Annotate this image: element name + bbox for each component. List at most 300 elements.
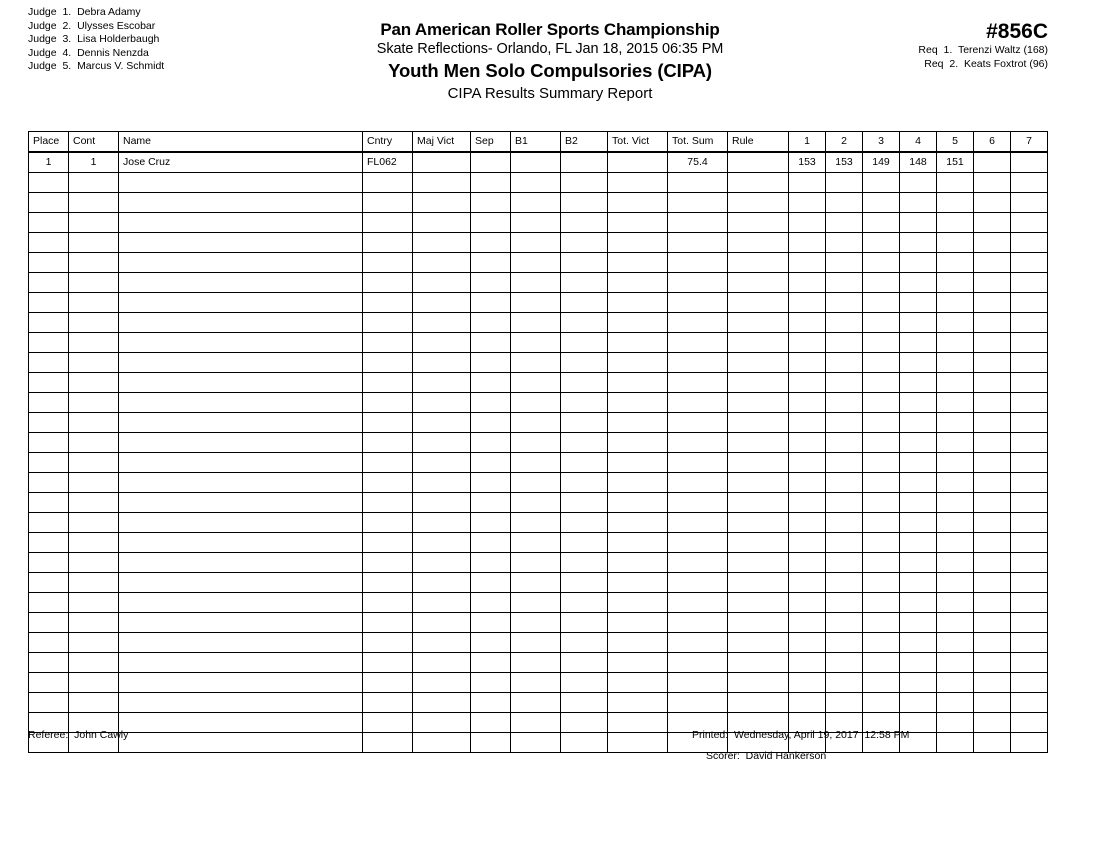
- cell-empty: [29, 313, 69, 333]
- cell-empty: [511, 373, 561, 393]
- cell-b1: [511, 152, 561, 173]
- cell-empty: [119, 633, 363, 653]
- judge-number: 1.: [62, 6, 72, 18]
- cell-empty: [413, 533, 471, 553]
- cell-empty: [608, 553, 668, 573]
- cell-empty: [471, 173, 511, 193]
- cell-empty: [119, 373, 363, 393]
- cell-empty: [608, 253, 668, 273]
- cell-empty: [471, 273, 511, 293]
- cell-tot-sum: 75.4: [668, 152, 728, 173]
- cell-empty: [608, 293, 668, 313]
- cell-judge-score: 151: [937, 152, 974, 173]
- cell-empty: [608, 533, 668, 553]
- cell-empty: [561, 273, 608, 293]
- cell-rule: [728, 152, 789, 173]
- cell-empty: [511, 693, 561, 713]
- judge-label: Judge: [28, 46, 57, 59]
- cell-empty: [511, 733, 561, 753]
- cell-empty: [863, 613, 900, 633]
- cell-empty: [789, 373, 826, 393]
- cell-empty: [826, 453, 863, 473]
- cell-empty: [863, 533, 900, 553]
- cell-empty: [826, 613, 863, 633]
- cell-empty: [974, 233, 1011, 253]
- report-subtitle: CIPA Results Summary Report: [447, 85, 653, 102]
- cell-empty: [900, 593, 937, 613]
- column-header: 5: [937, 132, 974, 153]
- cell-empty: [728, 693, 789, 713]
- cell-empty: [974, 693, 1011, 713]
- table-row-empty: [29, 613, 1048, 633]
- cell-empty: [668, 553, 728, 573]
- cell-empty: [900, 533, 937, 553]
- cell-empty: [937, 653, 974, 673]
- cell-empty: [561, 653, 608, 673]
- cell-empty: [561, 513, 608, 533]
- cell-empty: [728, 493, 789, 513]
- table-row-empty: [29, 353, 1048, 373]
- cell-empty: [937, 553, 974, 573]
- cell-empty: [471, 433, 511, 453]
- table-row-empty: [29, 333, 1048, 353]
- cell-empty: [728, 533, 789, 553]
- column-header: Tot. Vict: [608, 132, 668, 153]
- cell-empty: [608, 733, 668, 753]
- column-header: Place: [29, 132, 69, 153]
- cell-empty: [608, 633, 668, 653]
- cell-empty: [119, 293, 363, 313]
- cell-empty: [413, 733, 471, 753]
- table-row-empty: [29, 213, 1048, 233]
- cell-empty: [471, 593, 511, 613]
- cell-empty: [29, 473, 69, 493]
- cell-empty: [471, 213, 511, 233]
- requirement-text: Keats Foxtrot (96): [963, 57, 1048, 70]
- cell-judge-score: 149: [863, 152, 900, 173]
- cell-empty: [1011, 333, 1048, 353]
- cell-empty: [471, 573, 511, 593]
- cell-empty: [561, 493, 608, 513]
- cell-empty: [363, 193, 413, 213]
- cell-empty: [69, 253, 119, 273]
- cell-empty: [728, 673, 789, 693]
- cell-empty: [511, 353, 561, 373]
- cell-empty: [974, 293, 1011, 313]
- cell-empty: [363, 413, 413, 433]
- cell-empty: [937, 413, 974, 433]
- cell-empty: [471, 513, 511, 533]
- cell-empty: [69, 693, 119, 713]
- cell-empty: [900, 653, 937, 673]
- cell-empty: [826, 553, 863, 573]
- cell-empty: [937, 733, 974, 753]
- cell-empty: [728, 653, 789, 673]
- column-header: 7: [1011, 132, 1048, 153]
- cell-empty: [1011, 393, 1048, 413]
- cell-empty: [363, 293, 413, 313]
- cell-empty: [608, 273, 668, 293]
- cell-empty: [511, 653, 561, 673]
- cell-empty: [900, 313, 937, 333]
- cell-empty: [789, 213, 826, 233]
- cell-empty: [511, 673, 561, 693]
- cell-empty: [69, 673, 119, 693]
- cell-empty: [728, 373, 789, 393]
- cell-judge-score: [1011, 152, 1048, 173]
- judge-entry: [28, 6, 328, 20]
- requirements-list: [918, 44, 1048, 71]
- cell-empty: [728, 453, 789, 473]
- cell-empty: [29, 393, 69, 413]
- cell-empty: [1011, 473, 1048, 493]
- cell-empty: [119, 513, 363, 533]
- cell-empty: [69, 233, 119, 253]
- cell-empty: [863, 433, 900, 453]
- cell-empty: [511, 253, 561, 273]
- report-header: [250, 20, 850, 104]
- cell-empty: [668, 393, 728, 413]
- judge-number: 2.: [62, 19, 72, 32]
- table-row-empty: [29, 313, 1048, 333]
- cell-empty: [413, 573, 471, 593]
- cell-empty: [937, 673, 974, 693]
- cell-empty: [69, 193, 119, 213]
- cell-empty: [413, 393, 471, 413]
- cell-empty: [561, 733, 608, 753]
- cell-empty: [69, 273, 119, 293]
- cell-empty: [363, 533, 413, 553]
- cell-empty: [1011, 533, 1048, 553]
- table-row-empty: [29, 373, 1048, 393]
- cell-empty: [974, 193, 1011, 213]
- cell-empty: [29, 233, 69, 253]
- cell-empty: [413, 173, 471, 193]
- cell-empty: [363, 333, 413, 353]
- table-body: [29, 152, 1048, 753]
- cell-empty: [974, 313, 1011, 333]
- cell-empty: [119, 433, 363, 453]
- cell-empty: [826, 333, 863, 353]
- cell-empty: [413, 213, 471, 233]
- cell-empty: [608, 453, 668, 473]
- cell-empty: [363, 353, 413, 373]
- cell-empty: [1011, 633, 1048, 653]
- cell-empty: [69, 533, 119, 553]
- cell-empty: [863, 333, 900, 353]
- cell-empty: [511, 613, 561, 633]
- cell-empty: [29, 173, 69, 193]
- cell-empty: [413, 413, 471, 433]
- cell-empty: [1011, 553, 1048, 573]
- cell-empty: [1011, 433, 1048, 453]
- cell-empty: [119, 673, 363, 693]
- cell-empty: [728, 413, 789, 433]
- cell-empty: [728, 473, 789, 493]
- cell-empty: [974, 573, 1011, 593]
- cell-empty: [974, 733, 1011, 753]
- cell-empty: [511, 593, 561, 613]
- cell-empty: [900, 513, 937, 533]
- column-header: Cont: [69, 132, 119, 153]
- cell-empty: [363, 273, 413, 293]
- cell-empty: [974, 433, 1011, 453]
- judge-label: Judge: [28, 19, 57, 32]
- judge-label: Judge: [28, 33, 57, 46]
- cell-empty: [1011, 353, 1048, 373]
- table-row-empty: [29, 393, 1048, 413]
- cell-empty: [119, 233, 363, 253]
- cell-empty: [937, 593, 974, 613]
- cell-empty: [974, 493, 1011, 513]
- cell-empty: [974, 513, 1011, 533]
- cell-empty: [668, 213, 728, 233]
- cell-empty: [69, 593, 119, 613]
- judge-name: Lisa Holderbaugh: [77, 33, 160, 46]
- cell-empty: [363, 553, 413, 573]
- cell-empty: [69, 293, 119, 313]
- referee-label: Referee: John Cawly: [28, 729, 129, 741]
- cell-empty: [826, 373, 863, 393]
- cell-empty: [511, 393, 561, 413]
- cell-empty: [728, 633, 789, 653]
- cell-empty: [511, 213, 561, 233]
- cell-empty: [561, 253, 608, 273]
- cell-empty: [69, 633, 119, 653]
- cell-empty: [900, 413, 937, 433]
- cell-empty: [413, 293, 471, 313]
- cell-empty: [668, 273, 728, 293]
- table-row-empty: [29, 473, 1048, 493]
- cell-empty: [29, 433, 69, 453]
- judge-name: Dennis Nenzda: [77, 46, 149, 59]
- cell-empty: [413, 513, 471, 533]
- cell-empty: [363, 373, 413, 393]
- cell-empty: [826, 493, 863, 513]
- requirement-entry: [918, 44, 1048, 58]
- table-row-empty: [29, 233, 1048, 253]
- cell-empty: [471, 193, 511, 213]
- cell-empty: [119, 253, 363, 273]
- cell-cont: 1: [69, 152, 119, 173]
- cell-empty: [608, 693, 668, 713]
- cell-empty: [511, 573, 561, 593]
- cell-empty: [789, 473, 826, 493]
- table-row: [29, 152, 1048, 173]
- cell-empty: [69, 493, 119, 513]
- cell-empty: [1011, 373, 1048, 393]
- cell-empty: [511, 193, 561, 213]
- cell-empty: [668, 593, 728, 613]
- cell-empty: [789, 353, 826, 373]
- cell-empty: [937, 573, 974, 593]
- cell-empty: [471, 553, 511, 573]
- cell-empty: [863, 353, 900, 373]
- cell-empty: [728, 233, 789, 253]
- cell-empty: [937, 433, 974, 453]
- cell-empty: [363, 713, 413, 733]
- cell-empty: [608, 373, 668, 393]
- cell-empty: [668, 333, 728, 353]
- cell-empty: [69, 453, 119, 473]
- cell-empty: [974, 533, 1011, 553]
- cell-empty: [511, 473, 561, 493]
- cell-empty: [69, 573, 119, 593]
- cell-empty: [119, 713, 363, 733]
- cell-empty: [69, 373, 119, 393]
- cell-empty: [1011, 213, 1048, 233]
- cell-empty: [668, 193, 728, 213]
- cell-empty: [668, 373, 728, 393]
- cell-empty: [29, 413, 69, 433]
- cell-empty: [363, 493, 413, 513]
- cell-empty: [863, 413, 900, 433]
- cell-empty: [29, 293, 69, 313]
- cell-empty: [69, 213, 119, 233]
- cell-empty: [363, 593, 413, 613]
- cell-empty: [413, 433, 471, 453]
- cell-empty: [728, 553, 789, 573]
- cell-empty: [974, 593, 1011, 613]
- cell-empty: [608, 673, 668, 693]
- cell-judge-score: [974, 152, 1011, 173]
- cell-empty: [974, 253, 1011, 273]
- cell-empty: [789, 673, 826, 693]
- column-header: Name: [119, 132, 363, 153]
- cell-empty: [363, 733, 413, 753]
- cell-empty: [471, 373, 511, 393]
- cell-empty: [863, 673, 900, 693]
- cell-empty: [413, 233, 471, 253]
- cell-empty: [789, 633, 826, 653]
- cell-empty: [937, 473, 974, 493]
- cell-empty: [900, 293, 937, 313]
- cell-empty: [826, 213, 863, 233]
- cell-empty: [29, 593, 69, 613]
- table-row-empty: [29, 273, 1048, 293]
- cell-empty: [413, 333, 471, 353]
- column-header: B2: [561, 132, 608, 153]
- cell-empty: [363, 313, 413, 333]
- cell-empty: [363, 233, 413, 253]
- cell-empty: [69, 473, 119, 493]
- cell-empty: [789, 173, 826, 193]
- cell-judge-score: 153: [789, 152, 826, 173]
- cell-empty: [789, 273, 826, 293]
- cell-empty: [29, 193, 69, 213]
- cell-empty: [119, 333, 363, 353]
- cell-empty: [561, 453, 608, 473]
- cell-empty: [789, 513, 826, 533]
- cell-empty: [728, 313, 789, 333]
- column-header: Rule: [728, 132, 789, 153]
- cell-empty: [29, 273, 69, 293]
- cell-empty: [974, 393, 1011, 413]
- cell-empty: [561, 233, 608, 253]
- cell-empty: [789, 653, 826, 673]
- cell-empty: [937, 513, 974, 533]
- cell-empty: [826, 433, 863, 453]
- cell-b2: [561, 152, 608, 173]
- cell-empty: [863, 593, 900, 613]
- cell-empty: [826, 393, 863, 413]
- cell-empty: [561, 533, 608, 553]
- cell-empty: [863, 253, 900, 273]
- cell-empty: [471, 733, 511, 753]
- cell-empty: [413, 493, 471, 513]
- cell-empty: [511, 333, 561, 353]
- column-header: 1: [789, 132, 826, 153]
- cell-empty: [728, 253, 789, 273]
- cell-empty: [29, 613, 69, 633]
- cell-empty: [1011, 713, 1048, 733]
- cell-judge-score: 148: [900, 152, 937, 173]
- cell-empty: [511, 493, 561, 513]
- cell-empty: [561, 393, 608, 413]
- table-row-empty: [29, 433, 1048, 453]
- cell-empty: [900, 393, 937, 413]
- cell-empty: [363, 173, 413, 193]
- cell-empty: [119, 613, 363, 633]
- cell-empty: [863, 473, 900, 493]
- cell-empty: [608, 433, 668, 453]
- cell-empty: [561, 293, 608, 313]
- column-header: 6: [974, 132, 1011, 153]
- table-row-empty: [29, 193, 1048, 213]
- cell-empty: [608, 473, 668, 493]
- table-row-empty: [29, 673, 1048, 693]
- cell-empty: [363, 473, 413, 493]
- cell-sep: [471, 152, 511, 173]
- cell-empty: [608, 593, 668, 613]
- cell-empty: [900, 333, 937, 353]
- cell-empty: [900, 473, 937, 493]
- table-row-empty: [29, 593, 1048, 613]
- cell-empty: [119, 413, 363, 433]
- cell-empty: [789, 453, 826, 473]
- table-row-empty: [29, 253, 1048, 273]
- cell-empty: [29, 573, 69, 593]
- cell-empty: [511, 313, 561, 333]
- cell-empty: [668, 313, 728, 333]
- cell-empty: [363, 613, 413, 633]
- cell-empty: [363, 633, 413, 653]
- cell-empty: [974, 353, 1011, 373]
- cell-empty: [1011, 653, 1048, 673]
- cell-empty: [471, 233, 511, 253]
- cell-empty: [511, 433, 561, 453]
- cell-empty: [900, 253, 937, 273]
- cell-empty: [974, 333, 1011, 353]
- cell-empty: [937, 253, 974, 273]
- cell-empty: [511, 513, 561, 533]
- cell-empty: [471, 713, 511, 733]
- cell-empty: [789, 533, 826, 553]
- cell-empty: [608, 573, 668, 593]
- cell-empty: [608, 513, 668, 533]
- table-row-empty: [29, 693, 1048, 713]
- cell-empty: [789, 493, 826, 513]
- cell-empty: [789, 233, 826, 253]
- cell-empty: [363, 393, 413, 413]
- cell-empty: [413, 713, 471, 733]
- column-header: Sep: [471, 132, 511, 153]
- cell-empty: [363, 573, 413, 593]
- cell-empty: [511, 533, 561, 553]
- cell-empty: [561, 633, 608, 653]
- cell-empty: [974, 413, 1011, 433]
- cell-empty: [900, 433, 937, 453]
